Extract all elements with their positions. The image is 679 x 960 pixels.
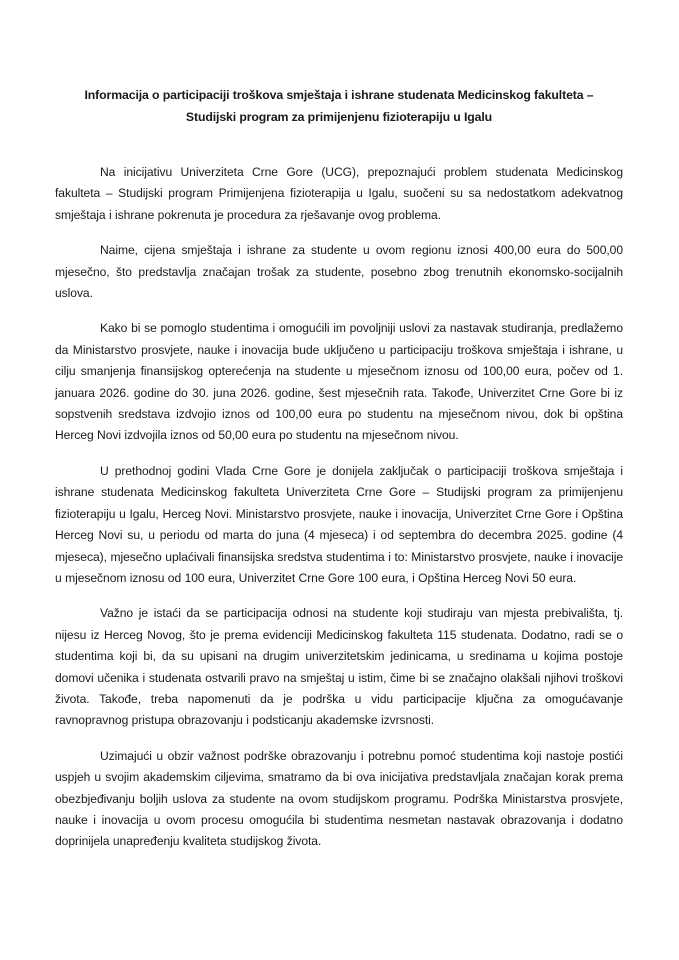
paragraph: Uzimajući u obzir važnost podrške obrazovanju i potrebnu pomoć studentima koji nastoje postići uspjeh u svojim akademskim ciljevima, smatramo da bi ova inicijativa predstavljala značajan korak prema obezbjeđivanju boljih uslova za studente na ovom studijskom programu. Podrška Ministarstva prosvjete, nauke i inovacija u ovom procesu omogućila bi studentima nesmetan nastavak obrazovanja i dodatno doprinijela unapređenju kvaliteta studijskog života. xyxy=(55,748,623,849)
paragraph: U prethodnoj godini Vlada Crne Gore je donijela zaključak o participaciji troškova smještaja i ishrane studenata Medicinskog fakulteta Univerziteta Crne Gore – Studijski program za primijenjenu fizioterapiju u Igalu, Herceg Novi. Ministarstvo prosvjete, nauke i inovacija, Univerzitet Crne Gore i Opština Herceg Novi su, u periodu od marta do juna (4 mjeseca) i od septembra do decembra 2025. godine (4 mjeseca), mjesečno uplaćivali finansijska sredstva studentima i to: Ministarstvo prosvjete, nauke i inovacije u mjesečnom iznosu od 100 eura, Univerzitet Crne Gore 100 eura, i Opština Herceg Novi 50 eura. xyxy=(55,463,623,585)
document-body xyxy=(55,84,623,853)
paragraph: Važno je istaći da se participacija odnosi na studente koji studiraju van mjesta prebivališta, tj. nijesu iz Herceg Novog, što je prema evidenciji Medicinskog fakulteta 115 studenata. Dodatno, radi se o studentima koji bi, da su upisani na drugim univerzitetskim jedinicama, u sredinama u kojima postoje domovi učenika i studenata ostvarili pravo na smještaj u istim, čime bi se značajno olakšali njihovi troškovi života. Takođe, treba napomenuti da je podrška u vidu participacije ključna za omogućavanje ravnopravnog pristupa obrazovanju i podsticanju akademske izvrsnosti. xyxy=(55,606,623,728)
document-title: Informacija o participaciji troškova smještaja i ishrane studenata Medicinskog fakulteta – Studijski program za primijenjenu fizioterapiju u Igalu xyxy=(84,88,594,124)
paragraph: Kako bi se pomoglo studentima i omogućili im povoljniji uslovi za nastavak studiranja, predlažemo da Ministarstvo prosvjete, nauke i inovacija bude uključeno u participaciju troškova smještaja i ishrane, u cilju smanjenja finansijskog opterećenja na studente u mjesečnom iznosu od 100,00 eura, počev od 1. januara 2026. godine do 30. juna 2026. godine, šest mjesečnih rata. Takođe, Univerzitet Crne Gore bi iz sopstvenih sredstava izdvojio iznos od 100,00 eura po studentu na mjesečnom nivou, dok bi opština Herceg Novi izdvojila iznos od 50,00 eura po studentu na mjesečnom nivou. xyxy=(55,321,623,443)
paragraph: Naime, cijena smještaja i ishrane za studente u ovom regionu iznosi 400,00 eura do 500,00 mjesečno, što predstavlja značajan trošak za studente, posebno zbog trenutnih ekonomsko-socijalnih uslova. xyxy=(55,243,623,301)
paragraph-list xyxy=(55,162,623,853)
paragraph: Na inicijativu Univerziteta Crne Gore (UCG), prepoznajući problem studenata Medicinskog fakulteta – Studijski program Primijenjena fizioterapija u Igalu, suočeni su sa nedostatkom adekvatnog smještaja i ishrane pokrenuta je procedura za rješavanje ovog problema. xyxy=(55,165,623,222)
